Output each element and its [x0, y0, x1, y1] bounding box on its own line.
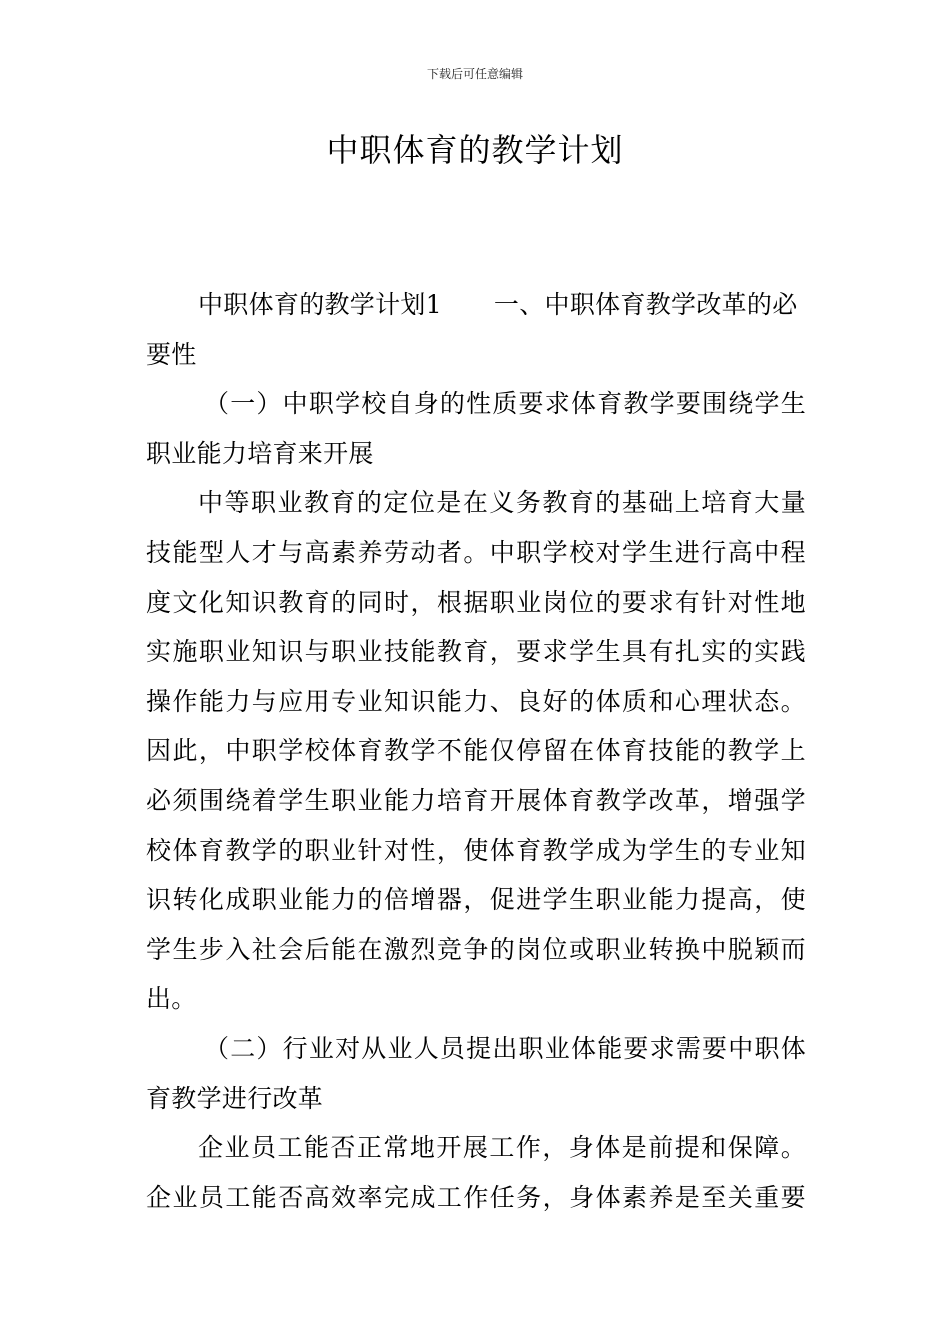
paragraph-line: （二）行业对从业人员提出职业体能要求需要中职体: [204, 1033, 806, 1063]
paragraph-line: 中等职业教育的定位是在义务教育的基础上培育大量: [198, 488, 806, 518]
paragraph-line: 技能型人才与高素养劳动者。中职学校对学生进行高中程: [146, 537, 806, 567]
paragraph-line: （一）中职学校自身的性质要求体育教学要围绕学生: [204, 389, 806, 419]
paragraph-line: 要性: [146, 339, 197, 369]
paragraph-line: 必须围绕着学生职业能力培育开展体育教学改革，增强学: [146, 785, 806, 815]
paragraph-line: 校体育教学的职业针对性，使体育教学成为学生的专业知: [146, 835, 806, 865]
header-note: 下载后可任意编辑: [426, 67, 523, 81]
paragraph-line: 企业员工能否正常地开展工作，身体是前提和保障。: [198, 1133, 806, 1163]
section-heading-label: 中职体育的教学计划1: [198, 290, 442, 319]
paragraph-line: 职业能力培育来开展: [146, 438, 374, 468]
paragraph-line: 度文化知识教育的同时，根据职业岗位的要求有针对性地: [146, 587, 806, 617]
paragraph-line: 企业员工能否高效率完成工作任务，身体素养是至关重要: [146, 1182, 806, 1212]
document-body: [146, 280, 806, 1222]
paragraph-line: 识转化成职业能力的倍增器，促进学生职业能力提高，使: [146, 885, 806, 915]
paragraph-line: [146, 280, 806, 330]
paragraph-line: 育教学进行改革: [146, 1083, 324, 1113]
paragraph-line: 操作能力与应用专业知识能力、良好的体质和心理状态。: [146, 686, 806, 716]
section-heading: 一、中职体育教学改革的必: [493, 290, 798, 319]
paragraph-line: 学生步入社会后能在激烈竞争的岗位或职业转换中脱颖而: [146, 934, 806, 964]
paragraph-line: 实施职业知识与职业技能教育，要求学生具有扎实的实践: [146, 637, 806, 667]
paragraph-line: 因此，中职学校体育教学不能仅停留在体育技能的教学上: [146, 736, 806, 766]
document-title: 中职体育的教学计划: [326, 131, 624, 169]
paragraph-line: 出。: [146, 984, 197, 1014]
